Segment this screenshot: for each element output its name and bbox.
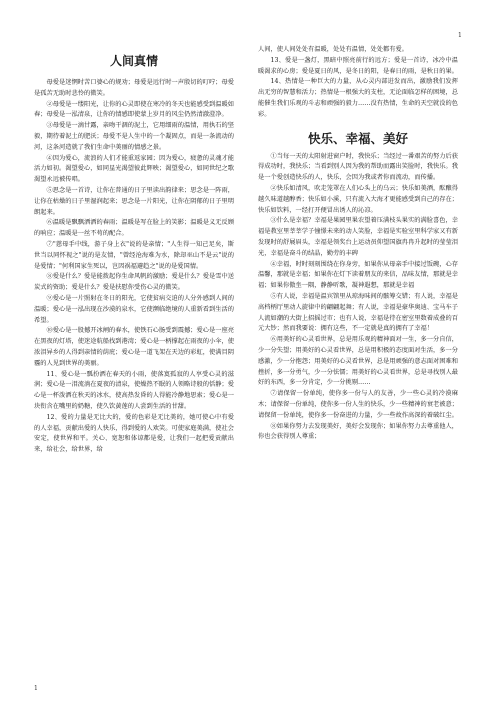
- article-title-left: 人间真情: [109, 54, 158, 68]
- paragraph: 12、爱的力量是无比大的，爱的色彩是无比美的，她可使心中有爱的人幸福，贡献出爱的人快乐，得到爱的人欢笑。可使家庭美满，使社会安定，使世界和平。关心、宽恕和体谅都是爱，让我们一起把爱贡献出来，给社会，给世界，给: [34, 413, 234, 454]
- paragraph: ⑩爱心是一股撼开冰闸的春水，使铁石心肠受到震撼；爱心是一座亮在黑夜的灯塔，使迷途航船找到港湾；爱心是一柄撑起在雨夜的小伞，使浓泪异乡的人得到亲情的荫庇；爱心是一道飞架在天边的彩虹，使满目阴霾的人见到世界的美丽。: [34, 327, 234, 367]
- paragraph: ②母爱是一缕阳光，让你的心灵即使在寒冷的冬天也能感受到温暖如春；母爱是一泓清泉，让你的情感即使蒙上岁月的风尘仍然清澈澄净。: [34, 100, 234, 119]
- paragraph: ⑥用美好的心灵看世界，总是用乐观的精神面对一生，多一分自信，少一分失望；用美好的心灵看世界，总是用积极的态度面对生活，多一分感激，少一分抱怨；用美好的心灵看世界，总是用顽强的意志面对困难和挫折，多一分勇气，少一分怯懦；用美好的心灵看世界，总是寻找别人最好的东西，多一分肯定，少一分挑剔……: [258, 336, 458, 387]
- paragraph: ⑨爱心是一片照射在冬日的阳光，它使贫病交迫的人分外感到人间的温暖；爱心是一泓出现在沙漠的泉水，它使濒临绝境的人重新看到生活的希望。: [34, 294, 234, 324]
- paragraph: 11、爱心是一瓢扮洒在春天的小雨，使落寞孤寂的人享受心灵的滋润；爱心是一泪流淌在夏夜的清泉，使燥热不眠的人领略诗般的恬静；爱心是一杯泼洒在秋天的冰水，使高热发昏的人得能冷静地思索；爱心是一块衔含在嘴里的奶糖，使久饮黄莲的人尝到生活的甘甜。: [34, 370, 234, 410]
- paragraph: ⑤思念是一首诗，让你在普通的日子里读出韵律来；思念是一阵雨，让你在枯燥的日子里湿润起来；思念是一片阳光，让你在阴郁的日子里明朗起来。: [34, 186, 234, 216]
- paragraph: ④幸福，时时刻刻围绕在你身旁，如果你从母亲手中接过饭碗，心存温馨，那就是幸福；如果你在灯下读着朋友的来信，品味友情，那就是幸福；如果你傲坐一隅，静静听歌，凝神遐想，那就是幸福: [258, 260, 458, 290]
- paragraph: ③什么是幸福？幸福是果园里果农望着压满枝头果实的满脸喜色，幸福是教室里莘莘学子憧憬未来的动人笑脸，幸福是实验室里科学家又有新发现时的舒展眉头，幸福是领奖台上运动员仰望国旗冉冉升起时的莹莹泪光，幸福是奋斗的结晶，勤劳的丰碑: [258, 217, 458, 257]
- paragraph: ⑥温暖是飘飘洒洒的春雨；温暖是写在脸上的笑影；温暖是义无反顾的响应；温暖是一丝不苟的配合。: [34, 219, 234, 238]
- paragraph: ⑦请保留一份单纯，使你多一份与人的友善，少一些心灵的冷漠麻木；请保留一份单纯，使你多一份人生的快乐，少一些精神的衰老被意；请保留一份单纯，使你多一份奋进的力量，少一些故作高深的着破红尘。: [258, 390, 458, 419]
- paragraph: 13、爱是一盏灯，黑暗中照亮前行的远方；爱是一首诗，冰冷中温暖渴求的心房；爱是夏日的风，是冬日的阳，是春日的雨，是秋日的果。: [258, 56, 458, 75]
- paragraph: ⑦"慈母手中线，游子身上衣"说的是亲情；"人生得一知己足矣，斯世当以同怀视之"说的是友情，"曾经沧海难为水，除却巫山不是云"说的是爱情；"何利国家生死以，岂因祸福避趋之"说的是爱国情。: [34, 240, 234, 270]
- paragraph: 母爱是迷惘时苦口婆心的规劝；母爱是远行时一声殷切的叮咛；母爱是孤苦无助时悲怜的微笑。: [34, 79, 234, 97]
- page-number-bottom: 1: [34, 685, 38, 692]
- paragraph: ①当每一天的太阳射进窗户时，我快乐；当经过一番艰苦的努力后获得成功时，我快乐；当看到别人因为我的帮助而露出笑脸时，我快乐。我是一个爱创造快乐的人，快乐，会因为我或者你而流动，而传播。: [258, 152, 458, 182]
- paragraph: ⑧爱是什么？爱是能拨起你生命风帆的激励；爱是什么？爱是雪中送炭式的资助；爱是什么？爱是扶慰你受伤心灵的微笑。: [34, 273, 234, 292]
- right-column: [258, 45, 458, 443]
- paragraph: ④因为爱心，流浪的人们才能重返家园；因为爱心，疲惫的灵魂才能活力如初。渴望爱心，如同星光渴望彼此辉映；渴望爱心，如同世纪之歌渴望永远被传唱。: [34, 154, 234, 184]
- paragraph: ⑧如果你努力去发现美好，美好会发现你；如果你努力去尊重他人，你也会获得别人尊重；: [258, 422, 458, 441]
- paragraph: ⑤有人说，幸福是温宾馆里从琼海味间的骸筹交错；有人说，幸福是高档柄厅里动人旋律中的翩翩起舞；有人说，幸福是豪华奥迪、宝马车子人流如潮的大街上招摇过市；也有人说，幸福是待在密室里数着成叠的百元大钞；然而我要说：拥有这些，不一定就是真的拥有了幸福！: [258, 292, 458, 333]
- left-column: [34, 54, 234, 456]
- article-title-right: 快乐、幸福、美好: [307, 130, 408, 146]
- paragraph-continued: 人间，使人间处处有温暖，处处有温情，处处都有爱。: [258, 46, 408, 53]
- paragraph: ②快乐如清风，吹走笼罩在人们心头上的乌云；快乐如美酒，酝酿得越久味道越醇香；快乐如小溪，只有流入大海才更能感受到自己的存在；快乐如饮料，一经打开便冒出诱人的沁凉。: [258, 184, 458, 214]
- page-number-top: 1: [458, 32, 462, 39]
- paragraph: 14、热情是一种巨大的力量，从心灵内部迸发而出，激励我们发挥出无穷的智慧和活力；热情是一根强大的支柱，无论面临怎样的困境，总能催生我们乐观的斗志和顽强的毅力……没有热情，生命的天空就没的色彩。: [258, 78, 458, 118]
- paragraph: ③母爱是一滴甘露，亲吻干涸的泥土，它用细雨的温情，用执石的坚毅，期待着泥土的肥沃；母爱不是人生中的一个凝固点，而是一条流动的河，这条河造就了我们生命中美丽的情感之景。: [34, 122, 234, 151]
